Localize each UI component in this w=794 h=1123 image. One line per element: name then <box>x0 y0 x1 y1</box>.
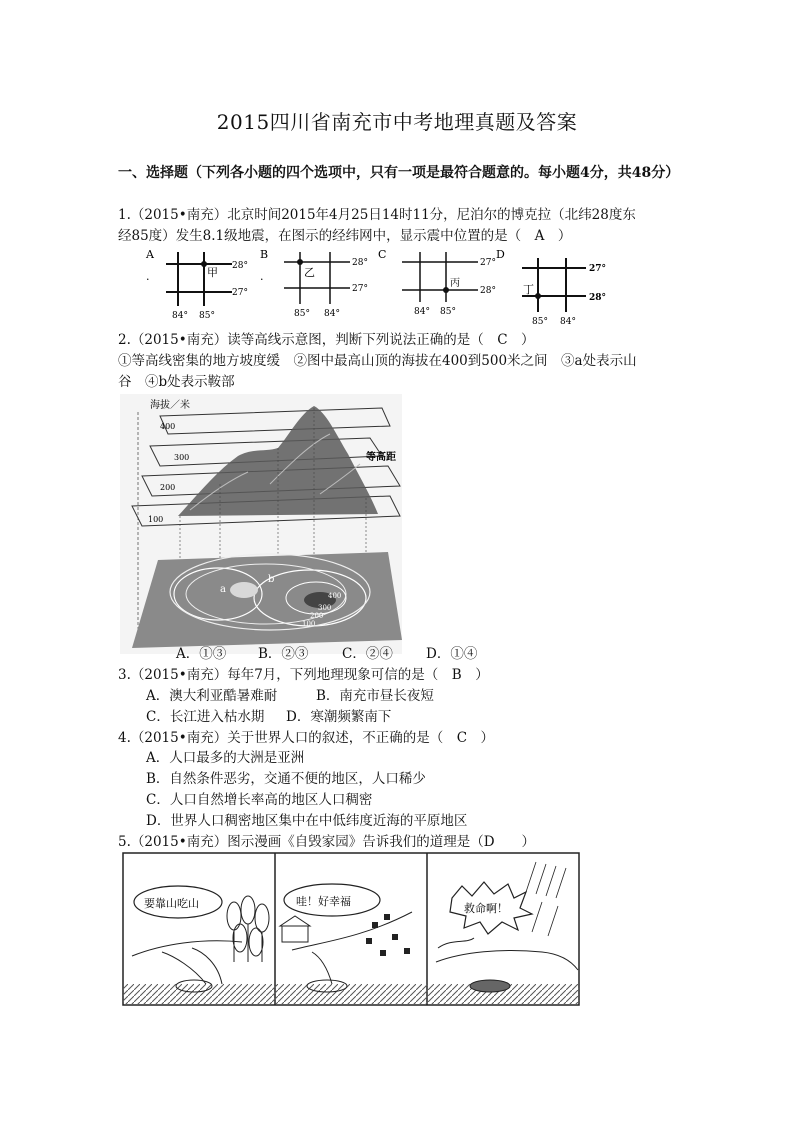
speech-bubble-text: 哇！好幸福 <box>296 895 351 908</box>
speech-bubble-text: 要靠山吃山 <box>144 897 199 910</box>
q2-option-c: C．②④ <box>342 646 393 662</box>
q3-stem: 3.（2015•南充）每年7月，下列地理现象可信的是（ B ） <box>118 667 489 683</box>
q2-statements-line1: ①等高线密集的地方坡度缓 ②图中最高山顶的海拔在400到500米之间 ③a处表示山 <box>118 353 637 369</box>
q3-option-a: A．澳大利亚酷暑难耐 <box>146 688 278 704</box>
contour-figure <box>120 394 402 654</box>
q5-stem: 5.（2015•南充）图示漫画《自毁家园》告诉我们的道理是（D ） <box>118 834 536 850</box>
grid-a <box>145 248 248 321</box>
svg-text:C: C <box>378 248 387 261</box>
svg-text:84°: 84° <box>560 317 576 327</box>
map-label-a: a <box>220 584 226 595</box>
svg-text:28°: 28° <box>232 261 248 271</box>
svg-text:27°: 27° <box>589 264 607 274</box>
map-label-b: b <box>268 574 275 585</box>
svg-text:28°: 28° <box>589 293 607 303</box>
svg-text:84°: 84° <box>414 307 430 317</box>
svg-text:400: 400 <box>328 592 342 600</box>
svg-text:.: . <box>146 270 150 283</box>
svg-text:28°: 28° <box>352 258 368 268</box>
speech-bubble-text: 救命啊！ <box>464 902 508 915</box>
section-header: 一、选择题（下列各小题的四个选项中，只有一项是最符合题意的。每小题4分，共48分） <box>118 165 680 181</box>
level-label: 100 <box>148 515 164 524</box>
q3-option-c: C．长江进入枯水期 <box>146 709 265 725</box>
q4-option-d: D．世界人口稠密地区集中在中低纬度近海的平原地区 <box>146 813 468 829</box>
svg-text:27°: 27° <box>352 284 368 294</box>
grid-c <box>378 248 496 317</box>
svg-text:丙: 丙 <box>450 278 460 289</box>
q1-grid-figures <box>0 244 794 334</box>
svg-text:85°: 85° <box>440 307 456 317</box>
q4-option-b: B．自然条件恶劣，交通不便的地区，人口稀少 <box>146 771 426 787</box>
svg-text:200: 200 <box>310 612 324 620</box>
contour-interval-label: 等高距 <box>366 452 396 463</box>
level-label: 400 <box>160 422 176 431</box>
q2-option-a: A．①③ <box>176 646 227 662</box>
svg-text:85°: 85° <box>294 309 310 319</box>
svg-text:B: B <box>260 248 269 261</box>
svg-text:84°: 84° <box>172 311 188 321</box>
level-label: 300 <box>174 453 190 462</box>
svg-text:乙: 乙 <box>304 266 315 279</box>
q2-option-b: B．②③ <box>258 646 309 662</box>
svg-text:27°: 27° <box>480 258 496 268</box>
q4-option-a: A．人口最多的大洲是亚洲 <box>146 750 305 766</box>
altitude-axis-label: 海拔／米 <box>150 400 190 411</box>
grid-point-label: 甲 <box>207 266 218 279</box>
svg-text:85°: 85° <box>199 311 215 321</box>
grid-d <box>496 248 606 327</box>
q4-option-c: C．人口自然增长率高的地区人口稠密 <box>146 792 373 808</box>
grid-b <box>260 248 368 319</box>
comic-strip <box>122 852 580 1006</box>
q1-stem-line2: 经85度）发生8.1级地震，在图示的经纬网中，显示震中位置的是（ A ） <box>118 228 572 244</box>
q3-option-b: B．南充市昼长夜短 <box>316 688 434 704</box>
q3-option-d: D．寒潮频繁南下 <box>286 709 392 725</box>
svg-text:300: 300 <box>318 604 332 612</box>
svg-text:D: D <box>496 248 505 261</box>
q2-stem: 2.（2015•南充）读等高线示意图，判断下列说法正确的是（ C ） <box>118 332 535 348</box>
svg-text:85°: 85° <box>532 317 548 327</box>
svg-text:84°: 84° <box>324 309 340 319</box>
q2-option-d: D．①④ <box>426 646 478 662</box>
svg-text:28°: 28° <box>480 286 496 296</box>
svg-text:.: . <box>260 270 264 283</box>
level-label: 200 <box>160 483 176 492</box>
svg-text:27°: 27° <box>232 288 248 298</box>
q1-stem-line1: 1.（2015•南充）北京时间2015年4月25日14时11分，尼泊尔的博克拉（北纬28度东 <box>118 207 636 223</box>
q4-stem: 4.（2015•南充）关于世界人口的叙述，不正确的是（ C ） <box>118 730 495 746</box>
svg-text:丁: 丁 <box>523 283 534 296</box>
svg-text:100: 100 <box>302 620 316 628</box>
grid-letter: A <box>146 248 154 261</box>
q2-statements-line2: 谷 ④b处表示鞍部 <box>118 374 235 390</box>
page-title: 2015四川省南充市中考地理真题及答案 <box>216 110 578 134</box>
